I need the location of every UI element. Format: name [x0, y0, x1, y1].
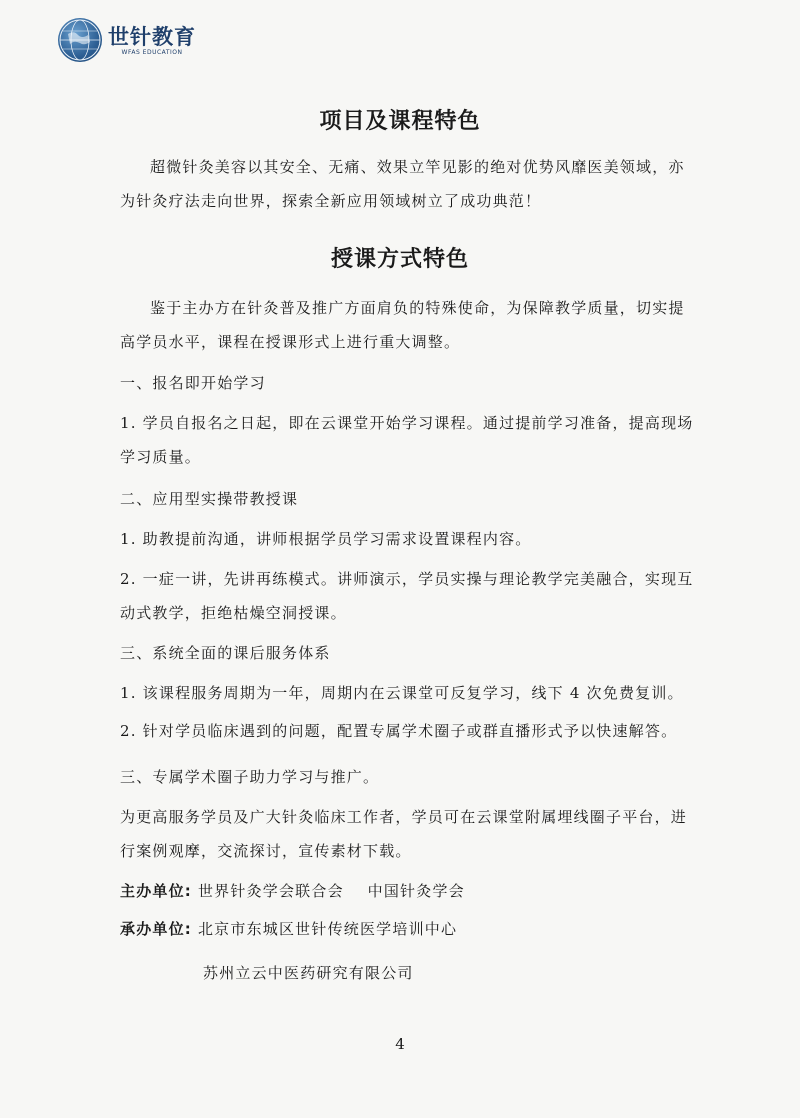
host-label: 主办单位:	[120, 882, 192, 900]
logo-subtitle: WFAS EDUCATION	[121, 48, 183, 56]
circle-paragraph: 为更高服务学员及广大针灸临床工作者，学员可在云课堂附属埋线圈子平台，进行案例观摩，交流探讨，宣传素材下载。	[120, 808, 688, 860]
section-title-teaching: 授课方式特色	[330, 247, 469, 272]
heading-practice: 二、应用型实操带教授课	[120, 490, 299, 508]
logo-title: 世针教育	[108, 24, 196, 49]
enroll-item-1: 1. 学员自报名之日起，即在云课堂开始学习课程。通过提前学习准备，提高现场学习质量。	[120, 414, 694, 466]
project-paragraph: 超微针灸美容以其安全、无痛、效果立竿见影的绝对优势风靡医美领域，亦为针灸疗法走向世界，探索全新应用领域树立了成功典范！	[120, 158, 685, 210]
heading-circle: 三、专属学术圈子助力学习与推广。	[120, 768, 380, 786]
page-number: 4	[395, 1035, 405, 1053]
globe-icon	[58, 18, 102, 62]
undertake-line	[120, 912, 700, 946]
section-title-project: 项目及课程特色	[319, 109, 481, 134]
heading-enroll: 一、报名即开始学习	[120, 374, 266, 392]
undertake-value-2: 苏州立云中医药研究有限公司	[203, 964, 414, 982]
heading-service: 三、系统全面的课后服务体系	[120, 644, 331, 662]
practice-item-2: 2. 一症一讲，先讲再练模式。讲师演示，学员实操与理论教学完美融合，实现互动式教学，拒绝枯燥空洞授课。	[120, 570, 694, 622]
host-value: 世界针灸学会联合会 中国针灸学会	[197, 882, 465, 900]
teaching-intro: 鉴于主办方在针灸普及推广方面肩负的特殊使命，为保障教学质量，切实提高学员水平，课程在授课形式上进行重大调整。	[120, 299, 685, 351]
logo	[58, 18, 196, 62]
service-item-1: 1. 该课程服务周期为一年，周期内在云课堂可反复学习，线下 4 次免费复训。	[120, 684, 684, 702]
undertake-label: 承办单位:	[120, 920, 192, 938]
practice-item-1: 1. 助教提前沟通，讲师根据学员学习需求设置课程内容。	[120, 530, 532, 548]
undertake-value-1: 北京市东城区世针传统医学培训中心	[197, 920, 458, 938]
service-item-2: 2. 针对学员临床遇到的问题，配置专属学术圈子或群直播形式予以快速解答。	[120, 722, 678, 740]
host-line	[120, 874, 700, 908]
